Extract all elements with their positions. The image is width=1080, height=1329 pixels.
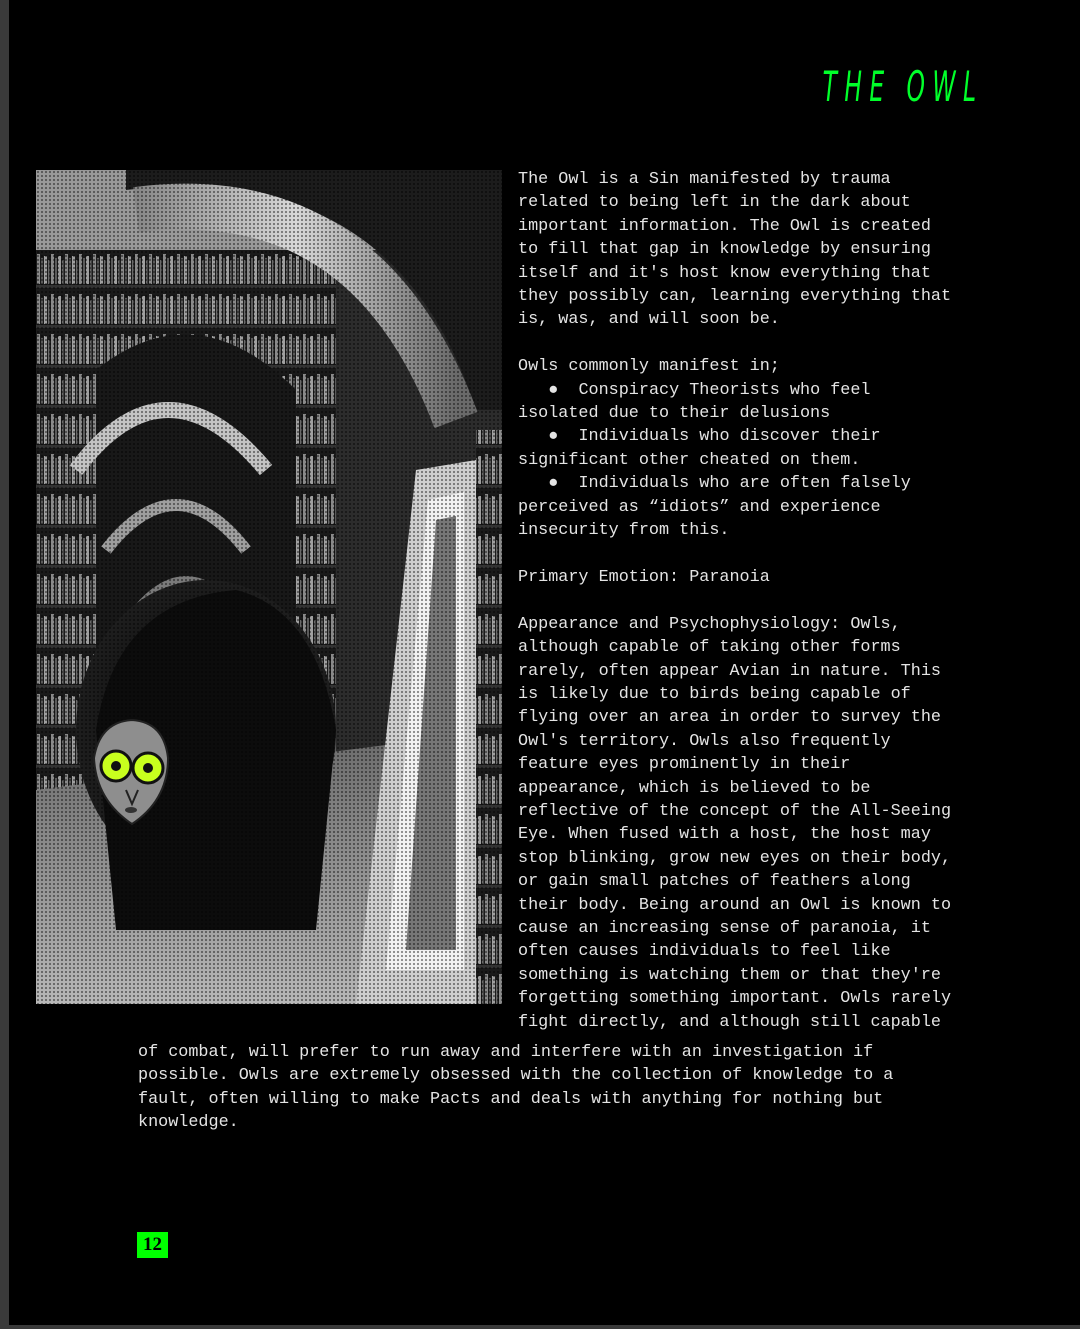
text-line: is likely due to birds being capable of [518,684,911,704]
library-archway-picture [36,170,502,1004]
text-line: of combat, will prefer to run away and interfere with an investigation if [138,1043,874,1062]
bullet-icon: ● [548,474,559,494]
primary-emotion: Primary Emotion: Paranoia [518,567,770,587]
spacer [518,332,951,355]
list-item-first-line [518,425,951,448]
text-line: reflective of the concept of the All-Seeing [518,801,952,821]
text-line: their body. Being around an Owl is known to [518,895,952,915]
text-line: cause an increasing sense of paranoia, it [518,919,931,938]
page-title: THE OWL [823,62,984,111]
text-line: important information. The Owl is created [518,216,931,236]
text-line: often causes individuals to feel like [518,942,891,962]
text-line: The Owl is a Sin manifested by trauma [518,170,891,189]
list-item-text: Conspiracy Theorists who feel [578,380,871,400]
owl-library-illustration [36,170,502,1004]
list-item [518,379,951,426]
text-line: fight directly, and although still capable [518,1012,941,1032]
list-item-first-line [518,472,951,495]
list-item-text: Individuals who are often falsely [578,474,911,494]
text-line: Owl's territory. Owls also frequently [518,731,891,751]
text-line: appearance, which is believed to be [518,778,871,798]
list-item-continuation: perceived as “idiots” and experience [518,497,881,517]
bullet-icon: ● [548,427,559,447]
spacer [518,543,951,566]
intro-paragraph [518,168,951,332]
text-line: stop blinking, grow new eyes on their body, [518,848,952,868]
appearance-paragraph [518,613,951,1034]
text-line: they possibly can, learning everything that [518,287,952,307]
list-item [518,472,951,542]
viewer-bottom-edge [0,1325,1080,1329]
text-line: although capable of taking other forms [518,638,901,658]
viewer-left-edge [0,0,9,1329]
right-column-text [518,168,951,1034]
bullet-icon: ● [548,380,559,400]
list-item-text: Individuals who discover their [578,427,881,447]
manifest-heading: Owls commonly manifest in; [518,357,780,377]
text-line: itself and it's host know everything that [518,263,931,283]
text-line: flying over an area in order to survey the [518,708,941,728]
text-line: something is watching them or that they're [518,965,941,985]
list-item-continuation: isolated due to their delusions [518,404,831,424]
document-page [9,0,1080,1325]
text-line: to fill that gap in knowledge by ensuring [518,240,931,260]
manifest-list [518,379,951,543]
text-line: feature eyes prominently in their [518,755,851,775]
list-item [518,425,951,472]
text-line: is, was, and will soon be. [518,310,780,330]
text-line: knowledge. [138,1113,239,1133]
text-line: rarely, often appear Avian in nature. This [518,661,941,681]
list-item-continuation: significant other cheated on them. [518,450,861,470]
text-line: Eye. When fused with a host, the host may [518,825,931,845]
text-line: fault, often willing to make Pacts and deals with anything for nothing but [138,1089,884,1109]
text-line: possible. Owls are extremely obsessed with the collection of knowledge to a [138,1066,894,1086]
list-item-continuation: insecurity from this. [518,521,730,541]
text-line: related to being left in the dark about [518,193,911,213]
list-item-first-line [518,379,951,402]
text-line: or gain small patches of feathers along [518,872,911,892]
text-line: forgetting something important. Owls rarely [518,989,952,1009]
spacer [518,589,951,612]
page-number-badge: 12 [137,1232,168,1258]
full-width-text [138,1041,893,1135]
text-line: Appearance and Psychophysiology: Owls, [518,614,901,634]
